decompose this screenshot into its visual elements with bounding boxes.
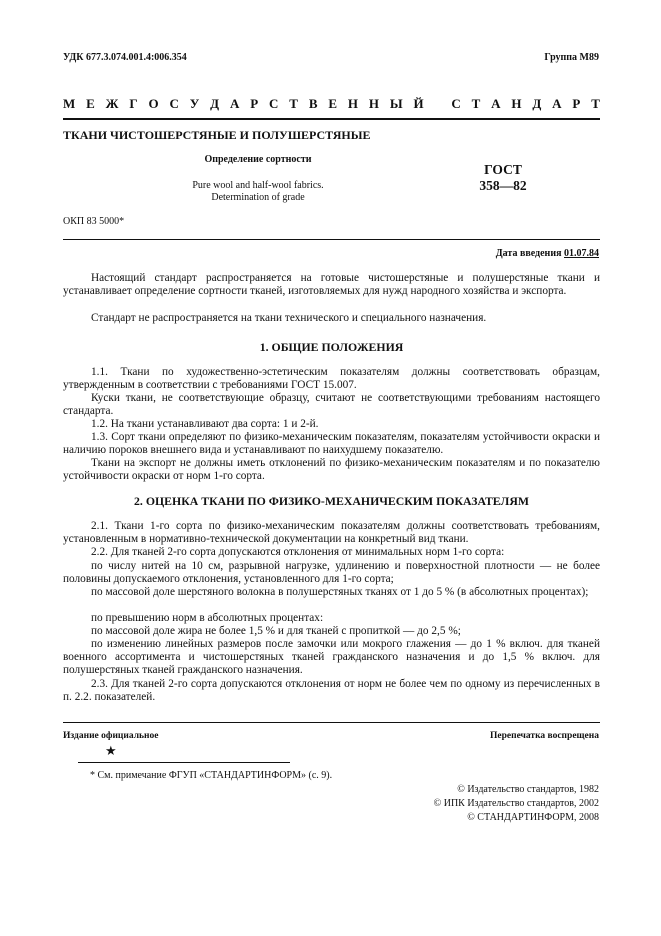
banner-letter: Г <box>129 96 138 111</box>
banner-letter: Н <box>347 96 359 111</box>
banner-letter: У <box>189 96 200 111</box>
banner-letter: Н <box>511 96 522 111</box>
official-edition: Издание официальное <box>63 731 159 741</box>
footnote-divider <box>78 762 290 763</box>
banner-letter: Т <box>471 96 481 111</box>
footnote: * См. примечание ФГУП «СТАНДАРТИНФОРМ» (с. 9). <box>90 770 333 781</box>
copyright-block <box>434 783 599 825</box>
section-2-paragraph: по массовой доле шерстяного волокна в полушерстяных тканях от 1 до 5 % (в абсолютных процентах); <box>91 586 589 598</box>
banner-letter: Д <box>532 96 542 111</box>
section-1-paragraph: Ткани на экспорт не должны иметь отклонений по физико-механическим показателям и по показателю устойчивости окраски от норм 1-го сорта. <box>63 457 600 483</box>
banner-letter <box>434 96 440 114</box>
okp-code: ОКП 83 5000* <box>63 216 125 227</box>
effective-date-label: Дата введения <box>495 248 562 259</box>
banner-letter: О <box>148 96 159 111</box>
section-2-paragraph: по массовой доле жира не более 1,5 % и для тканей с пропиткой — до 2,5 %; <box>91 625 461 637</box>
banner-letter: Р <box>572 96 581 111</box>
section-2-paragraph: по числу нитей на 10 см, разрывной нагрузке, удлинению и поверхностной плотности — не более половины допускаемого отклонения, установленного для 1-го сорта; <box>63 560 600 586</box>
intro-paragraph-1: Настоящий стандарт распространяется на готовые чистошерстяные и полушерстяные ткани и устанавливает определение сортности тканей, изготовляемых для нужд народного хозяйства и экспорта. <box>63 272 600 298</box>
title-divider <box>63 239 600 240</box>
banner-letter: Т <box>591 96 600 111</box>
banner-letter: Е <box>86 96 95 111</box>
banner-letter: Й <box>413 96 424 111</box>
banner-letter: М <box>63 96 76 111</box>
gost-number: 358—82 <box>479 178 527 193</box>
reprint-prohibited: Перепечатка воспрещена <box>489 731 599 741</box>
standard-banner <box>63 96 600 114</box>
copyright-line: © Издательство стандартов, 1982 <box>457 784 599 795</box>
document-title: ТКАНИ ЧИСТОШЕРСТЯНЫЕ И ПОЛУШЕРСТЯНЫЕ <box>63 128 371 142</box>
effective-date-value: 01.07.84 <box>564 248 599 259</box>
section-2-paragraph: по изменению линейных размеров после замочки или мокрого глажения — до 1 % включ. для тканей военного ассортимента и чистошерстяных тканей гражданского назначения и до 1,5 % включ. для полушерстяных тканей гражданского назначения. <box>63 638 600 677</box>
banner-letter: А <box>229 96 240 111</box>
section-1-paragraph: 1.3. Сорт ткани определяют по физико-механическим показателям, показателям устойчивости окраски и наличию пороков внешнего вида и устанавливают по наихудшему показателю. <box>63 431 600 457</box>
banner-letter: Т <box>289 96 298 111</box>
section-1-paragraph: 1.2. На ткани устанавливают два сорта: 1 и 2-й. <box>91 418 319 430</box>
copyright-line: © ИПК Издательство стандартов, 2002 <box>433 798 599 809</box>
banner-letter: Ж <box>105 96 119 111</box>
top-divider <box>63 118 600 120</box>
banner-letter: С <box>451 96 461 111</box>
section-1-paragraph: Куски ткани, не соответствующие образцу, считают не соответствующими требованиям настоящего стандарта. <box>63 392 600 418</box>
section-1-heading: 1. ОБЩИЕ ПОЛОЖЕНИЯ <box>259 340 404 354</box>
section-2-paragraph: 2.1. Ткани 1-го сорта по физико-механическим показателям должны соответствовать требованиям, установленным в нормативно-технической документации на конкретный вид ткани. <box>63 520 600 546</box>
copyright-line: © СТАНДАРТИНФОРМ, 2008 <box>467 812 599 823</box>
effective-date <box>496 248 599 259</box>
banner-letter: Н <box>368 96 379 111</box>
section-2-paragraph: 2.3. Для тканей 2-го сорта допускаются отклонения от норм не более чем по одному из перечисленных в п. 2.2. показателей. <box>63 678 600 704</box>
gost-label: ГОСТ <box>484 162 522 177</box>
banner-letter: С <box>269 96 279 111</box>
banner-letter: С <box>169 96 179 111</box>
document-subtitle: Определение сортности <box>204 154 312 165</box>
english-title-line-2: Determination of grade <box>211 192 305 203</box>
group-code: Группа М89 <box>544 52 599 63</box>
section-1-paragraph: 1.1. Ткани по художественно-эстетическим показателям должны соответствовать образцам, утвержденным в соответствии с требованиями ГОСТ 15.007. <box>63 366 600 392</box>
udk-code: УДК 677.3.074.001.4:006.354 <box>63 52 187 63</box>
banner-letter: Ы <box>389 96 403 111</box>
english-title-line-1: Pure wool and half-wool fabrics. <box>192 180 324 191</box>
banner-letter: А <box>491 96 501 111</box>
footer-divider <box>63 722 600 723</box>
section-2-paragraph: 2.2. Для тканей 2-го сорта допускаются отклонения от минимальных норм 1-го сорта: <box>91 546 505 558</box>
intro-paragraph-2: Стандарт не распространяется на ткани технического и специального назначения. <box>91 312 487 324</box>
banner-letter: Д <box>210 96 220 111</box>
star-icon: ★ <box>105 743 117 758</box>
banner-letter: Р <box>250 96 259 111</box>
section-2-heading: 2. ОЦЕНКА ТКАНИ ПО ФИЗИКО-МЕХАНИЧЕСКИМ ПОКАЗАТЕЛЯМ <box>134 494 529 508</box>
banner-letter: В <box>308 96 318 111</box>
banner-letter: Е <box>328 96 338 111</box>
section-2-paragraph: по превышению норм в абсолютных процентах: <box>91 612 324 624</box>
banner-letter: А <box>552 96 562 111</box>
